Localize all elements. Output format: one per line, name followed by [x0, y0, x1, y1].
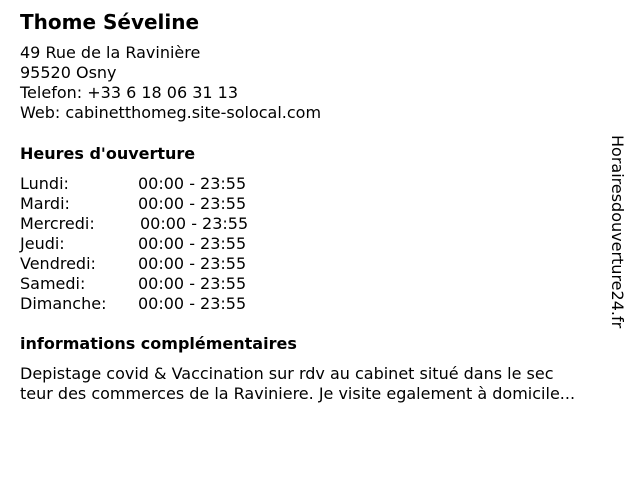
additional-info-text [20, 364, 620, 404]
description-line: teur des commerces de la Raviniere. Je visite egalement à domicile... [20, 384, 576, 403]
address-block [20, 43, 321, 123]
website: Web: cabinetthomeg.site-solocal.com [20, 103, 322, 122]
time-range: 00:00 - 23:55 [140, 214, 249, 233]
day-label: Samedi: [20, 274, 86, 293]
time-range: 00:00 - 23:55 [138, 194, 247, 213]
time-range: 00:00 - 23:55 [138, 274, 247, 293]
watermark: Horairesdouverture24.fr [608, 135, 627, 329]
time-range: 00:00 - 23:55 [138, 294, 247, 313]
postal-city: 95520 Osny [20, 63, 117, 82]
day-label: Vendredi: [20, 254, 96, 273]
time-range: 00:00 - 23:55 [138, 254, 247, 273]
day-label: Dimanche: [20, 294, 107, 313]
time-range: 00:00 - 23:55 [138, 174, 247, 193]
description-line: Depistage covid & Vaccination sur rdv au cabinet situé dans le sec [20, 364, 554, 383]
day-label: Jeudi: [20, 234, 65, 253]
additional-info-heading: informations complémentaires [20, 334, 297, 353]
opening-hours-heading: Heures d'ouverture [20, 144, 196, 163]
street-address: 49 Rue de la Ravinière [20, 43, 201, 62]
phone-number: Telefon: +33 6 18 06 31 13 [20, 83, 239, 102]
business-name: Thome Séveline [20, 10, 200, 34]
day-label: Lundi: [20, 174, 69, 193]
day-label: Mardi: [20, 194, 70, 213]
time-range: 00:00 - 23:55 [138, 234, 247, 253]
day-label: Mercredi: [20, 214, 95, 233]
